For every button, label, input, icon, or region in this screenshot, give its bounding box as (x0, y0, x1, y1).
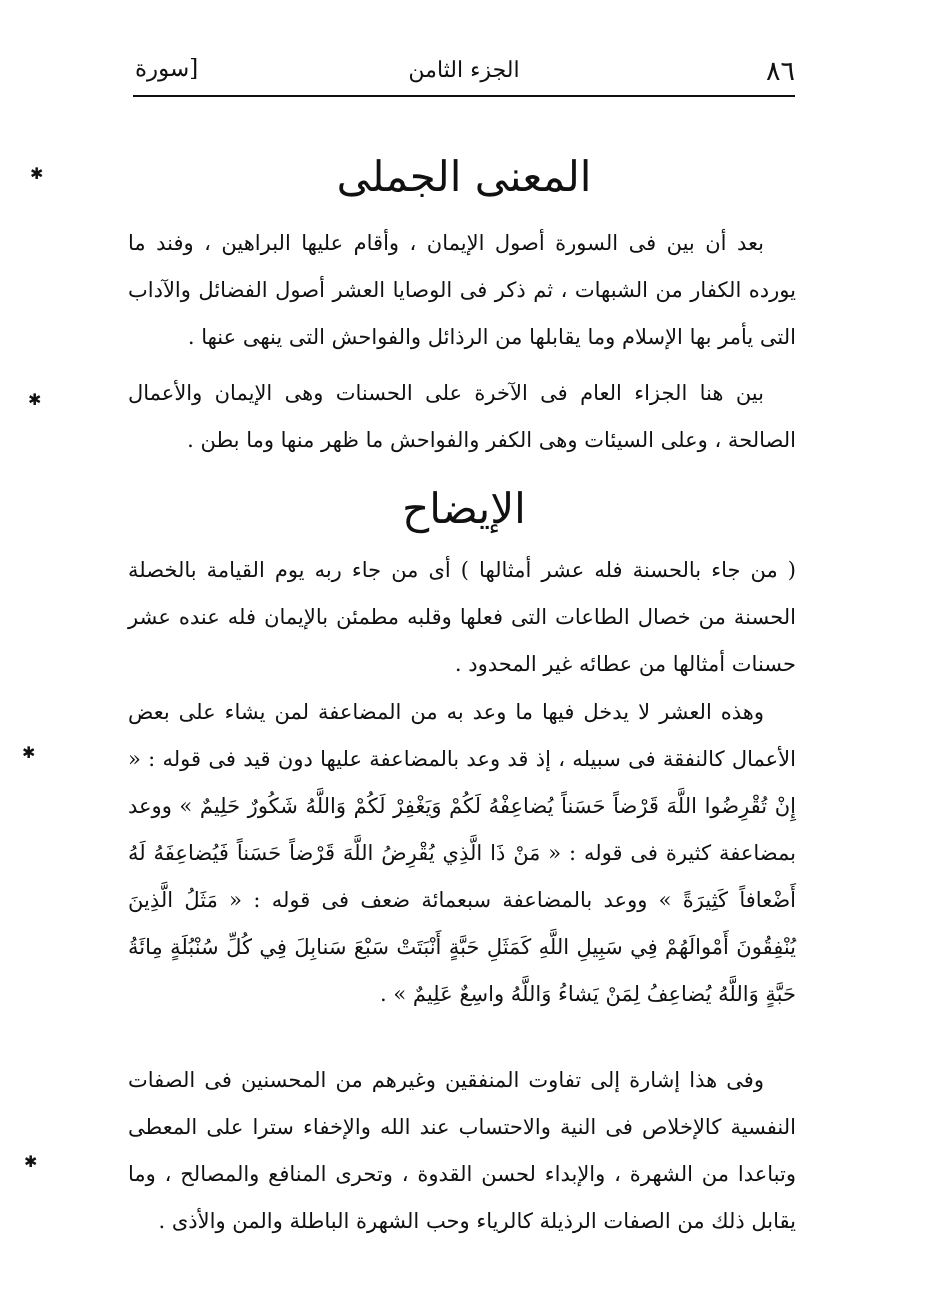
scan-speck: ✱ (24, 1152, 38, 1171)
scan-speck: ✱ (22, 743, 36, 762)
sura-label: [سورة (135, 56, 199, 82)
header-rule (133, 95, 795, 97)
paragraph: وفى هذا إشارة إلى تفاوت المنفقين وغيرهم من المحسنين فى الصفات النفسية كالإخلاص فى النية والاحتساب عند الله والإخفاء سترا على المعطى وتباعدا من الشهرة ، والإبداء لحسن القدوة ، وتحرى المنافع والمصالح ، وما يقابل ذلك من الصفات الرذيلة كالرياء وحب الشهرة الباطلة والمن والأذى . (128, 1068, 796, 1233)
paragraph: وهذه العشر لا يدخل فيها ما وعد به من المضاعفة لمن يشاء على بعض الأعمال كالنفقة فى سبيله ، إذ قد وعد بالمضاعفة عليها دون قيد فى قوله : « إِنْ تُقْرِضُوا اللَّهَ قَرْضاً حَسَناً يُضاعِفْهُ لَكُمْ وَيَغْفِرْ لَكُمْ وَاللَّهُ شَكُورٌ حَلِيمٌ » ووعد بمضاعفة كثيرة فى قوله : « مَنْ ذَا الَّذِي يُقْرِضُ اللَّهَ قَرْضاً حَسَناً فَيُضاعِفَهُ لَهُ أَضْعافاً كَثِيرَةً » ووعد بالمضاعفة سبعمائة ضعف فى قوله : « مَثَلُ الَّذِينَ يُنْفِقُونَ أَمْوالَهُمْ فِي سَبِيلِ اللَّهِ كَمَثَلِ حَبَّةٍ أَنْبَتَتْ سَبْعَ سَنابِلَ فِي كُلِّ سُنْبُلَةٍ مِائَةُ حَبَّةٍ وَاللَّهُ يُضاعِفُ لِمَنْ يَشاءُ وَاللَّهُ واسِعٌ عَلِيمٌ » . (128, 700, 796, 1006)
section-heading-explanation: الإيضاح (402, 484, 526, 533)
paragraph: بعد أن بين فى السورة أصول الإيمان ، وأقام عليها البراهين ، وفند ما يورده الكفار من الشبهات ، ثم ذكر فى الوصايا العشر أصول الفضائل والآداب التى يأمر بها الإسلام وما يقابلها من الرذائل والفواحش التى ينهى عنها . (128, 231, 796, 349)
paragraph: بين هنا الجزاء العام فى الآخرة على الحسنات وهى الإيمان والأعمال الصالحة ، وعلى السيئات وهى الكفر والفواحش ما ظهر منها وما بطن . (128, 381, 796, 452)
page-number: ٨٦ (765, 56, 795, 87)
section-heading-summary: المعنى الجملى (336, 152, 592, 201)
running-header (133, 50, 795, 96)
scan-speck: ✱ (28, 390, 42, 409)
part-title: الجزء الثامن (408, 58, 520, 83)
scan-speck: ✱ (30, 164, 44, 183)
paragraph: ( من جاء بالحسنة فله عشر أمثالها ) أى من جاء ربه يوم القيامة بالخصلة الحسنة من خصال الطاعات التى فعلها وقلبه مطمئن بالإيمان فله عنده عشر حسنات أمثالها من عطائه غير المحدود . (128, 558, 796, 676)
